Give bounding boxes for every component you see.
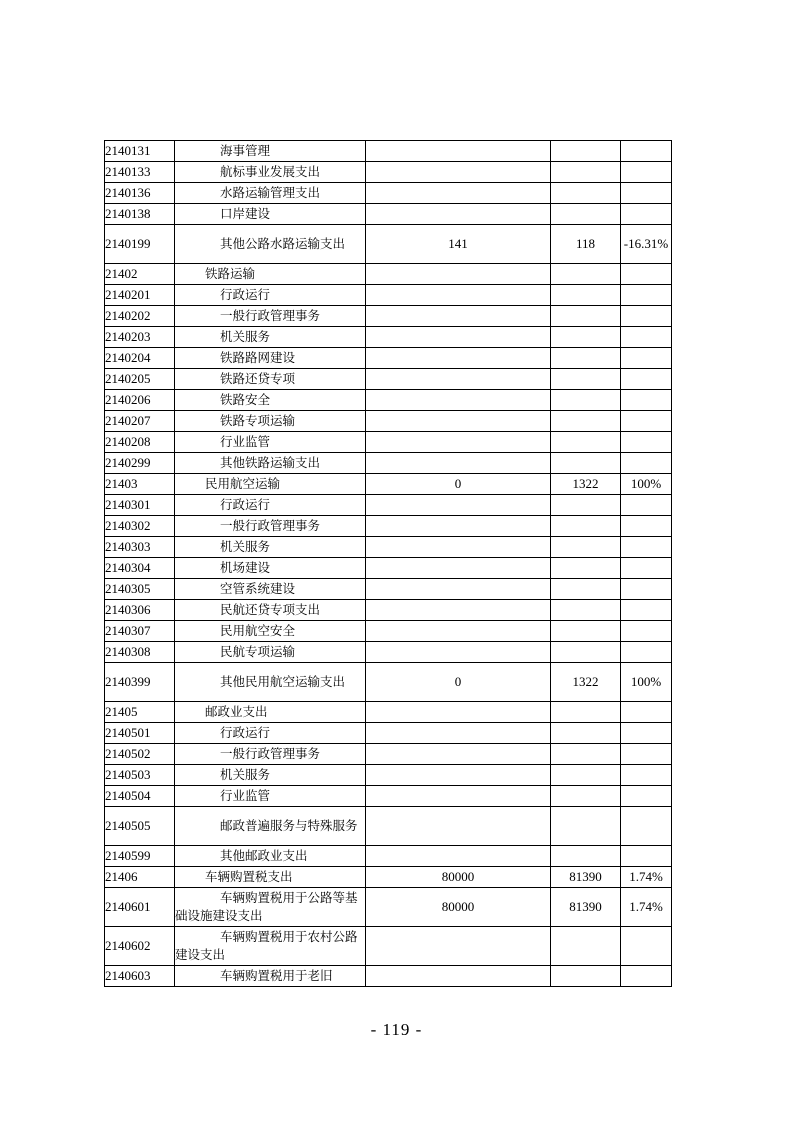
subject-name-text: 机关服务	[220, 767, 271, 782]
subject-name-cell	[175, 702, 366, 723]
subject-name-text: 机关服务	[220, 329, 271, 344]
subject-name-text: 其他铁路运输支出	[220, 455, 321, 470]
subject-name-text: 车辆购置税用于老旧	[220, 968, 333, 983]
subject-code-cell: 2140203	[105, 327, 175, 348]
value-cell-1	[366, 264, 551, 285]
table-row	[105, 516, 672, 537]
value-cell-2	[551, 204, 621, 225]
subject-name-text: 铁路安全	[220, 392, 271, 407]
change-rate-cell	[621, 390, 672, 411]
change-rate-cell	[621, 642, 672, 663]
value-cell-1	[366, 204, 551, 225]
subject-code-cell: 2140301	[105, 495, 175, 516]
value-cell-1	[366, 411, 551, 432]
table-row	[105, 432, 672, 453]
value-cell-1	[366, 183, 551, 204]
value-cell-2	[551, 702, 621, 723]
value-cell-1: 80000	[366, 888, 551, 927]
table-row	[105, 348, 672, 369]
table-row	[105, 369, 672, 390]
value-cell-1: 141	[366, 225, 551, 264]
change-rate-cell: 1.74%	[621, 867, 672, 888]
change-rate-cell	[621, 765, 672, 786]
subject-code-cell: 2140201	[105, 285, 175, 306]
change-rate-cell	[621, 183, 672, 204]
subject-code-cell: 2140601	[105, 888, 175, 927]
value-cell-1	[366, 453, 551, 474]
subject-name-cell	[175, 537, 366, 558]
subject-name-cell	[175, 867, 366, 888]
value-cell-1	[366, 390, 551, 411]
value-cell-1	[366, 966, 551, 987]
subject-name-cell	[175, 765, 366, 786]
subject-code-cell: 2140136	[105, 183, 175, 204]
subject-code-cell: 21405	[105, 702, 175, 723]
subject-name-cell	[175, 411, 366, 432]
table-row	[105, 744, 672, 765]
value-cell-1	[366, 807, 551, 846]
table-row	[105, 966, 672, 987]
value-cell-1	[366, 765, 551, 786]
subject-name-text: 一般行政管理事务	[220, 308, 321, 323]
subject-name-cell	[175, 432, 366, 453]
subject-code-cell: 2140204	[105, 348, 175, 369]
table-row	[105, 600, 672, 621]
subject-code-cell: 2140603	[105, 966, 175, 987]
subject-code-cell: 2140202	[105, 306, 175, 327]
subject-code-cell: 2140399	[105, 663, 175, 702]
change-rate-cell	[621, 807, 672, 846]
value-cell-2	[551, 600, 621, 621]
subject-code-cell: 2140305	[105, 579, 175, 600]
table-row	[105, 537, 672, 558]
subject-name-cell	[175, 744, 366, 765]
value-cell-2	[551, 516, 621, 537]
value-cell-1	[366, 786, 551, 807]
subject-code-cell: 2140206	[105, 390, 175, 411]
change-rate-cell	[621, 537, 672, 558]
change-rate-cell	[621, 600, 672, 621]
subject-name-text: 机关服务	[220, 539, 271, 554]
value-cell-2	[551, 183, 621, 204]
table-row	[105, 642, 672, 663]
change-rate-cell	[621, 162, 672, 183]
value-cell-2	[551, 966, 621, 987]
change-rate-cell	[621, 453, 672, 474]
subject-name-cell	[175, 723, 366, 744]
value-cell-1	[366, 369, 551, 390]
change-rate-cell	[621, 516, 672, 537]
table-row	[105, 888, 672, 927]
subject-name-text: 邮政业支出	[205, 704, 268, 719]
subject-code-cell: 2140504	[105, 786, 175, 807]
subject-name-text: 一般行政管理事务	[220, 746, 321, 761]
table-row	[105, 204, 672, 225]
subject-code-cell: 2140303	[105, 537, 175, 558]
subject-name-text: 机场建设	[220, 560, 271, 575]
subject-name-cell	[175, 204, 366, 225]
subject-name-text: 行业监管	[220, 788, 271, 803]
table-row	[105, 765, 672, 786]
value-cell-2	[551, 285, 621, 306]
subject-code-cell: 2140199	[105, 225, 175, 264]
change-rate-cell	[621, 369, 672, 390]
value-cell-1	[366, 579, 551, 600]
change-rate-cell	[621, 579, 672, 600]
subject-name-cell	[175, 600, 366, 621]
subject-name-text: 民航还贷专项支出	[220, 602, 321, 617]
value-cell-1	[366, 327, 551, 348]
change-rate-cell	[621, 264, 672, 285]
subject-code-cell: 2140599	[105, 846, 175, 867]
table-row	[105, 807, 672, 846]
value-cell-2	[551, 846, 621, 867]
subject-name-cell	[175, 162, 366, 183]
value-cell-2	[551, 723, 621, 744]
value-cell-1	[366, 642, 551, 663]
table-row	[105, 183, 672, 204]
table-row	[105, 495, 672, 516]
subject-name-text: 铁路还贷专项	[220, 371, 296, 386]
subject-name-text: 车辆购置税支出	[205, 869, 293, 884]
subject-name-cell	[175, 390, 366, 411]
change-rate-cell: 1.74%	[621, 888, 672, 927]
subject-code-cell: 2140505	[105, 807, 175, 846]
value-cell-1	[366, 348, 551, 369]
subject-name-cell	[175, 285, 366, 306]
subject-name-text: 行政运行	[220, 497, 271, 512]
value-cell-1: 80000	[366, 867, 551, 888]
change-rate-cell	[621, 621, 672, 642]
value-cell-2	[551, 495, 621, 516]
subject-name-cell	[175, 663, 366, 702]
change-rate-cell	[621, 495, 672, 516]
subject-name-cell	[175, 966, 366, 987]
subject-name-text: 其他公路水路运输支出	[220, 236, 346, 251]
value-cell-2	[551, 348, 621, 369]
budget-table-body	[105, 141, 672, 987]
value-cell-1	[366, 537, 551, 558]
table-row	[105, 723, 672, 744]
table-row	[105, 558, 672, 579]
subject-code-cell: 2140502	[105, 744, 175, 765]
value-cell-1	[366, 846, 551, 867]
change-rate-cell	[621, 306, 672, 327]
value-cell-2	[551, 579, 621, 600]
change-rate-cell	[621, 348, 672, 369]
value-cell-2	[551, 744, 621, 765]
change-rate-cell	[621, 285, 672, 306]
change-rate-cell	[621, 702, 672, 723]
change-rate-cell	[621, 411, 672, 432]
subject-code-cell: 2140503	[105, 765, 175, 786]
table-row	[105, 285, 672, 306]
value-cell-2	[551, 162, 621, 183]
subject-name-cell	[175, 264, 366, 285]
change-rate-cell: 100%	[621, 663, 672, 702]
subject-name-text: 铁路专项运输	[220, 413, 296, 428]
subject-name-cell	[175, 927, 366, 966]
value-cell-1: 0	[366, 663, 551, 702]
subject-name-text: 行政运行	[220, 725, 271, 740]
change-rate-cell	[621, 558, 672, 579]
subject-name-text: 铁路路网建设	[220, 350, 296, 365]
change-rate-cell	[621, 327, 672, 348]
change-rate-cell	[621, 966, 672, 987]
value-cell-2	[551, 927, 621, 966]
table-row	[105, 927, 672, 966]
subject-code-cell: 2140299	[105, 453, 175, 474]
subject-code-cell: 2140306	[105, 600, 175, 621]
budget-table	[104, 140, 672, 987]
change-rate-cell	[621, 786, 672, 807]
value-cell-2	[551, 642, 621, 663]
subject-name-cell	[175, 846, 366, 867]
subject-name-cell	[175, 306, 366, 327]
value-cell-2	[551, 327, 621, 348]
value-cell-1	[366, 432, 551, 453]
subject-name-cell	[175, 183, 366, 204]
subject-name-cell	[175, 141, 366, 162]
value-cell-2	[551, 411, 621, 432]
value-cell-1	[366, 516, 551, 537]
subject-name-cell	[175, 348, 366, 369]
change-rate-cell: 100%	[621, 474, 672, 495]
subject-name-text: 水路运输管理支出	[220, 185, 321, 200]
table-row	[105, 663, 672, 702]
table-row	[105, 621, 672, 642]
table-row	[105, 867, 672, 888]
subject-name-text: 民用航空运输	[205, 476, 281, 491]
table-row	[105, 453, 672, 474]
subject-code-cell: 2140308	[105, 642, 175, 663]
value-cell-1	[366, 723, 551, 744]
subject-code-cell: 2140207	[105, 411, 175, 432]
subject-code-cell: 2140302	[105, 516, 175, 537]
value-cell-2	[551, 807, 621, 846]
subject-code-cell: 2140133	[105, 162, 175, 183]
subject-name-text: 海事管理	[220, 143, 271, 158]
value-cell-2	[551, 621, 621, 642]
value-cell-1	[366, 285, 551, 306]
change-rate-cell: -16.31%	[621, 225, 672, 264]
table-row	[105, 411, 672, 432]
subject-name-text: 行政运行	[220, 287, 271, 302]
table-row	[105, 162, 672, 183]
change-rate-cell	[621, 846, 672, 867]
value-cell-2	[551, 453, 621, 474]
value-cell-2	[551, 141, 621, 162]
subject-name-text: 航标事业发展支出	[220, 164, 321, 179]
value-cell-1	[366, 306, 551, 327]
value-cell-2	[551, 765, 621, 786]
change-rate-cell	[621, 723, 672, 744]
subject-name-text: 民航专项运输	[220, 644, 296, 659]
value-cell-2	[551, 264, 621, 285]
value-cell-1	[366, 927, 551, 966]
value-cell-2	[551, 306, 621, 327]
subject-name-text: 车辆购置税用于农村公路建设支出	[175, 929, 358, 962]
subject-name-text: 一般行政管理事务	[220, 518, 321, 533]
subject-name-cell	[175, 642, 366, 663]
change-rate-cell	[621, 204, 672, 225]
table-row	[105, 579, 672, 600]
value-cell-2	[551, 432, 621, 453]
value-cell-2: 118	[551, 225, 621, 264]
subject-code-cell: 2140304	[105, 558, 175, 579]
subject-name-cell	[175, 453, 366, 474]
value-cell-2: 1322	[551, 663, 621, 702]
value-cell-1	[366, 702, 551, 723]
subject-name-cell	[175, 495, 366, 516]
table-row	[105, 327, 672, 348]
value-cell-1	[366, 495, 551, 516]
value-cell-1	[366, 162, 551, 183]
subject-name-cell	[175, 474, 366, 495]
table-row	[105, 474, 672, 495]
value-cell-2	[551, 390, 621, 411]
subject-name-cell	[175, 621, 366, 642]
subject-name-text: 行业监管	[220, 434, 271, 449]
table-row	[105, 702, 672, 723]
value-cell-1	[366, 558, 551, 579]
value-cell-2: 1322	[551, 474, 621, 495]
subject-name-text: 民用航空安全	[220, 623, 296, 638]
subject-name-text: 车辆购置税用于公路等基础设施建设支出	[175, 890, 358, 923]
change-rate-cell	[621, 744, 672, 765]
subject-code-cell: 21406	[105, 867, 175, 888]
subject-code-cell: 2140602	[105, 927, 175, 966]
subject-code-cell: 2140307	[105, 621, 175, 642]
change-rate-cell	[621, 141, 672, 162]
subject-name-cell	[175, 516, 366, 537]
subject-code-cell: 2140501	[105, 723, 175, 744]
subject-name-cell	[175, 369, 366, 390]
subject-name-text: 其他邮政业支出	[220, 848, 308, 863]
subject-name-cell	[175, 888, 366, 927]
value-cell-1	[366, 744, 551, 765]
subject-name-text: 空管系统建设	[220, 581, 296, 596]
subject-code-cell: 2140131	[105, 141, 175, 162]
change-rate-cell	[621, 432, 672, 453]
subject-name-cell	[175, 225, 366, 264]
value-cell-1	[366, 141, 551, 162]
page-number: - 119 -	[370, 1020, 423, 1039]
value-cell-1	[366, 600, 551, 621]
value-cell-2	[551, 558, 621, 579]
table-row	[105, 786, 672, 807]
subject-code-cell: 21402	[105, 264, 175, 285]
subject-name-text: 其他民用航空运输支出	[220, 674, 346, 689]
subject-name-cell	[175, 807, 366, 846]
value-cell-2: 81390	[551, 888, 621, 927]
subject-code-cell: 21403	[105, 474, 175, 495]
change-rate-cell	[621, 927, 672, 966]
subject-name-cell	[175, 786, 366, 807]
subject-name-cell	[175, 327, 366, 348]
table-row	[105, 306, 672, 327]
value-cell-2	[551, 537, 621, 558]
table-row	[105, 264, 672, 285]
table-row	[105, 225, 672, 264]
subject-code-cell: 2140205	[105, 369, 175, 390]
value-cell-2	[551, 786, 621, 807]
value-cell-2: 81390	[551, 867, 621, 888]
subject-name-cell	[175, 579, 366, 600]
table-row	[105, 390, 672, 411]
subject-code-cell: 2140208	[105, 432, 175, 453]
table-row	[105, 141, 672, 162]
subject-name-text: 口岸建设	[220, 206, 271, 221]
value-cell-1	[366, 621, 551, 642]
table-row	[105, 846, 672, 867]
value-cell-2	[551, 369, 621, 390]
subject-name-text: 邮政普遍服务与特殊服务	[220, 818, 358, 833]
subject-code-cell: 2140138	[105, 204, 175, 225]
subject-name-cell	[175, 558, 366, 579]
value-cell-1: 0	[366, 474, 551, 495]
subject-name-text: 铁路运输	[205, 266, 256, 281]
